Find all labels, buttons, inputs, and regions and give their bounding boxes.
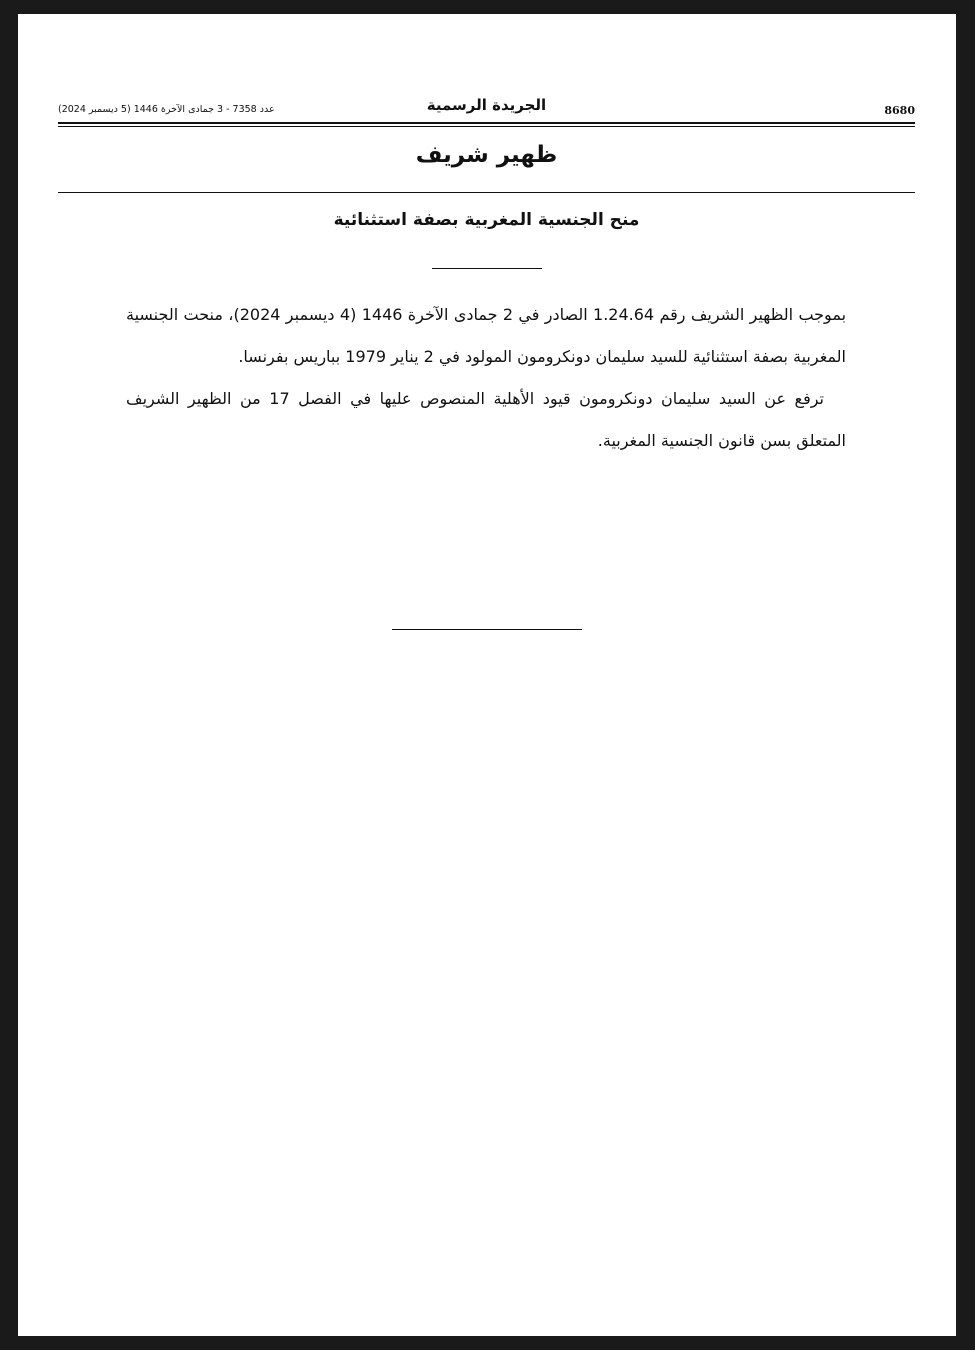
issue-info: عدد 7358 - 3 جمادى الآخرة 1446 (5 ديسمبر 2024) <box>58 104 275 115</box>
document-page <box>18 14 956 1336</box>
title-underline-rule <box>432 268 542 269</box>
document-type-heading: ظهير شريف <box>415 142 558 168</box>
header-rule-thick <box>58 122 915 124</box>
body-paragraph: بموجب الظهير الشريف رقم 1.24.64 الصادر في 2 جمادى الآخرة 1446 (4 ديسمبر 2024)، منحت الجنسية المغربية بصفة استثنائية للسيد سليمان دونكرومون المولود في 2 يناير 1979 بباريس بفرنسا. <box>126 305 847 366</box>
document-title: منح الجنسية المغربية بصفة استثنائية <box>333 210 640 230</box>
section-divider <box>58 192 915 193</box>
document-body <box>126 294 846 462</box>
journal-title: الجريدة الرسمية <box>426 96 547 114</box>
body-paragraph: ترفع عن السيد سليمان دونكرومون قيود الأهلية المنصوص عليها في الفصل 17 من الظهير الشريف المتعلق بسن قانون الجنسية المغربية. <box>126 389 846 450</box>
end-of-document-rule <box>392 629 582 630</box>
page-number: 8680 <box>884 104 915 117</box>
header-rule-thin <box>58 126 915 127</box>
